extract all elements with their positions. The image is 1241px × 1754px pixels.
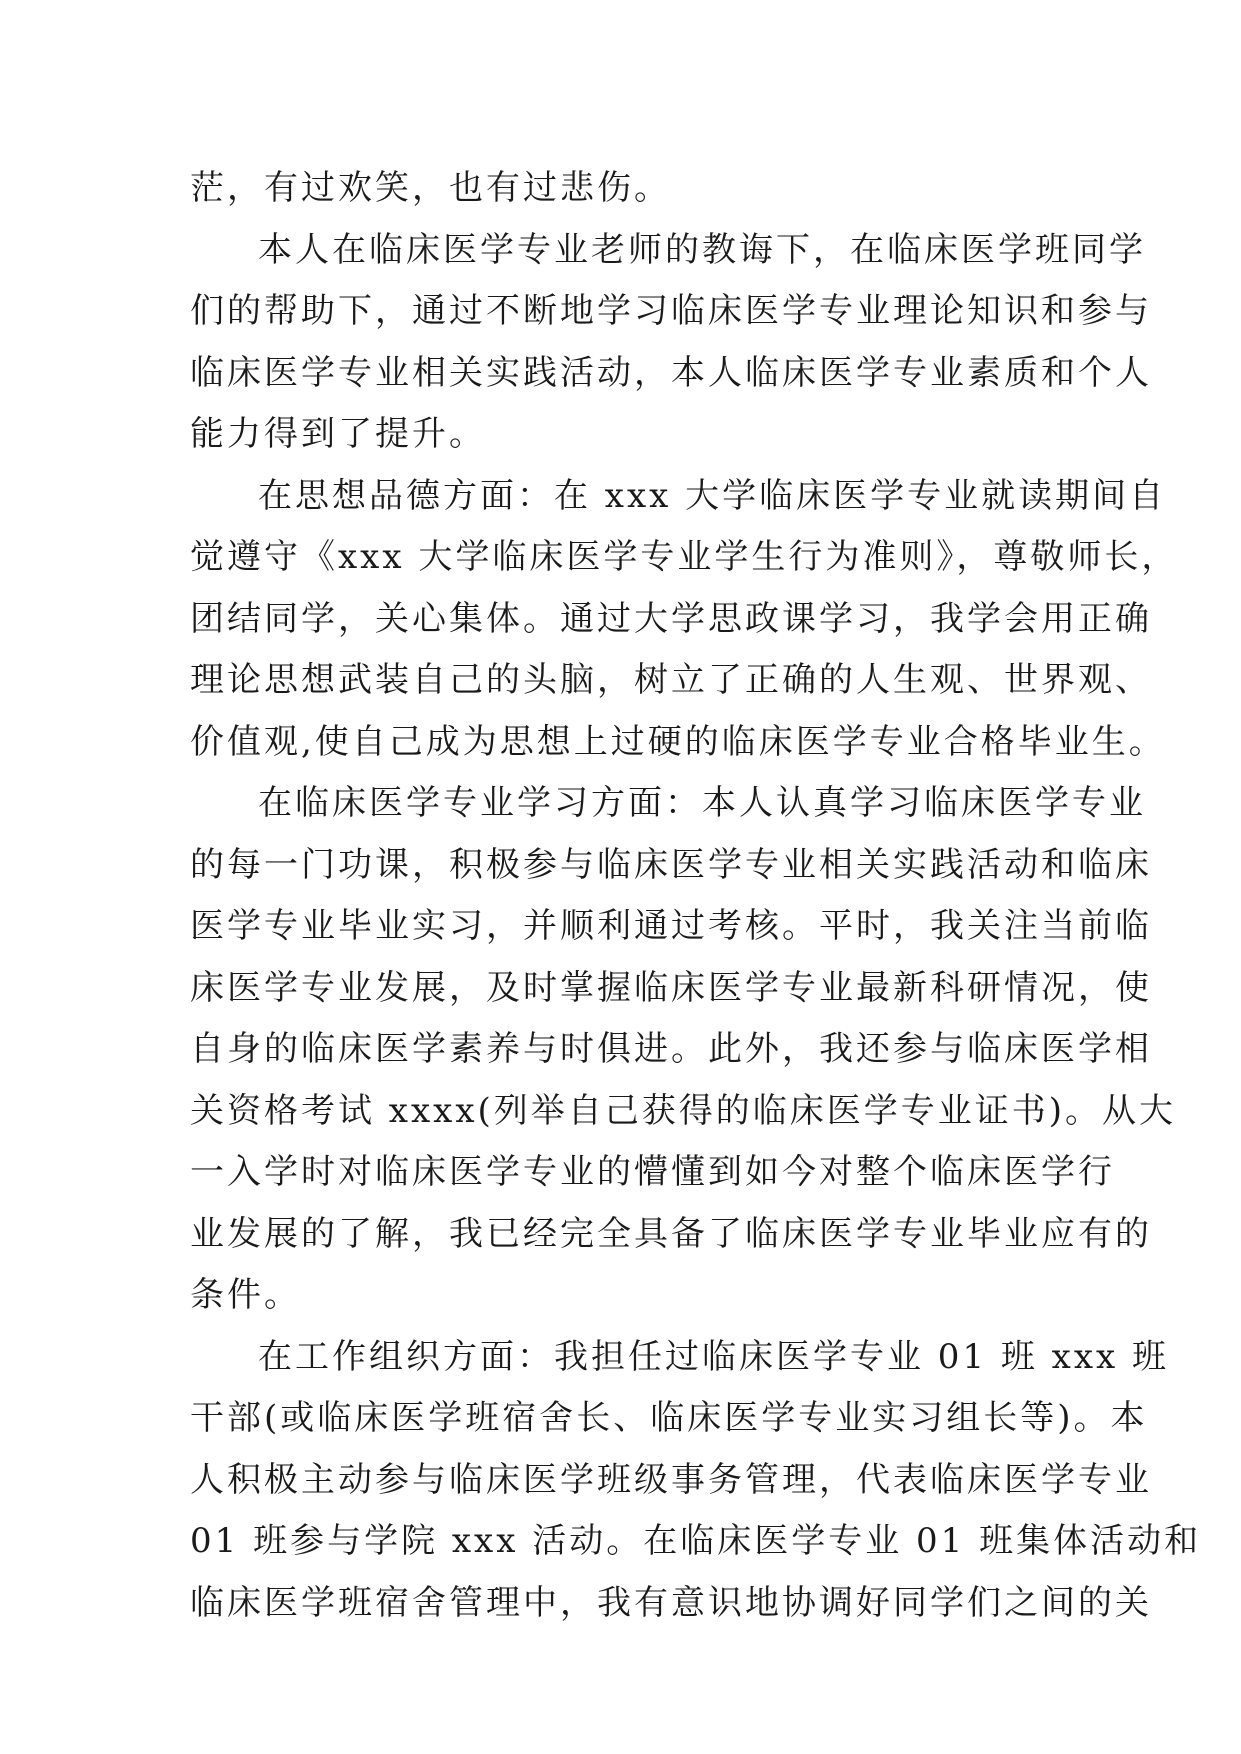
paragraph-line: 条件。: [190, 1275, 301, 1315]
paragraph-line: 的每一门功课，积极参与临床医学专业相关实践活动和临床: [190, 844, 1152, 885]
paragraph-line: 临床医学班宿舍管理中，我有意识地协调好同学们之间的关: [190, 1582, 1152, 1623]
paragraph-line: 理论思想武装自己的头脑，树立了正确的人生观、世界观、: [190, 660, 1152, 700]
paragraph-line: 人积极主动参与临床医学班级事务管理，代表临床医学专业: [190, 1459, 1152, 1500]
paragraph-line: 能力得到了提升。: [190, 414, 486, 454]
paragraph-line: 干部(或临床医学班宿舍长、临床医学专业实习组长等)。本: [190, 1398, 1148, 1438]
paragraph-line: 01 班参与学院 xxx 活动。在临床医学专业 01 班集体活动和: [190, 1521, 1202, 1561]
paragraph-line: 在临床医学专业学习方面：本人认真学习临床医学专业: [258, 783, 1146, 823]
paragraph-line: 在思想品德方面：在 xxx 大学临床医学专业就读期间自: [258, 475, 1167, 516]
paragraph-line: 一入学时对临床医学专业的懵懂到如今对整个临床医学行: [190, 1152, 1115, 1192]
paragraph-line: 茫，有过欢笑，也有过悲伤。: [190, 168, 671, 208]
paragraph-line: 觉遵守《xxx 大学临床医学专业学生行为准则》，尊敬师长，: [190, 537, 1179, 577]
paragraph-line: 在工作组织方面：我担任过临床医学专业 01 班 xxx 班: [258, 1336, 1170, 1377]
paragraph-line: 们的帮助下，通过不断地学习临床医学专业理论知识和参与: [190, 291, 1152, 331]
paragraph-line: 团结同学，关心集体。通过大学思政课学习，我学会用正确: [190, 598, 1152, 639]
paragraph-line: 床医学专业发展，及时掌握临床医学专业最新科研情况，使: [190, 967, 1152, 1008]
paragraph-line: 医学专业毕业实习，并顺利通过考核。平时，我关注当前临: [190, 906, 1152, 946]
paragraph-line: 关资格考试 xxxx(列举自己获得的临床医学专业证书)。从大: [190, 1090, 1177, 1131]
paragraph-line: 价值观,使自己成为思想上过硬的临床医学专业合格毕业生。: [190, 721, 1166, 762]
paragraph-line: 临床医学专业相关实践活动，本人临床医学专业素质和个人: [190, 352, 1152, 393]
paragraph-line: 本人在临床医学专业老师的教诲下，在临床医学班同学: [258, 229, 1146, 270]
paragraph-line: 业发展的了解，我已经完全具备了临床医学专业毕业应有的: [190, 1213, 1152, 1254]
document-body: [190, 158, 1202, 1634]
paragraph-line: 自身的临床医学素养与时俱进。此外，我还参与临床医学相: [190, 1029, 1152, 1069]
